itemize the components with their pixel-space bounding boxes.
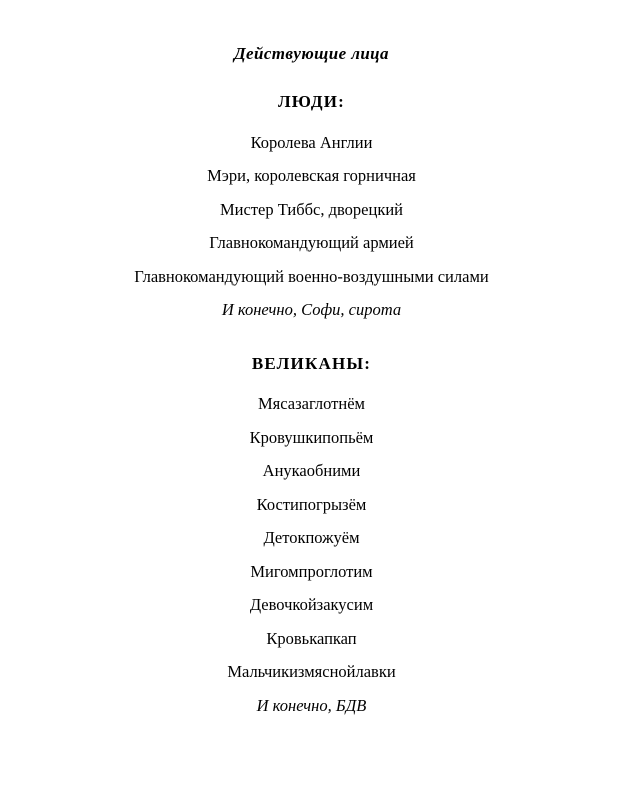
list-item: И конечно, Софи, сирота — [221, 300, 402, 320]
list-item: И конечно, БДВ — [256, 695, 367, 715]
list-item: Анукаобними — [262, 461, 361, 481]
list-item: Кровькапкап — [266, 628, 357, 648]
list-item: Главнокомандующий военно-воздушными силами — [134, 266, 489, 286]
cast-section-giants — [0, 354, 623, 714]
cast-section-humans — [0, 92, 623, 318]
list-item: Главнокомандующий армией — [209, 233, 414, 253]
section-title-giants: ВЕЛИКАНЫ: — [251, 353, 372, 373]
section-title-humans: ЛЮДИ: — [277, 92, 346, 112]
list-item: Кровушкипопьём — [249, 427, 374, 447]
section-divider-space — [0, 336, 623, 354]
list-item: Мигомпроглотим — [250, 561, 373, 581]
page-title: Действующие лица — [234, 44, 389, 63]
cast-list-giants — [0, 396, 623, 714]
list-item: Мистер Тиббс, дворецкий — [220, 199, 403, 219]
cast-list-humans — [0, 132, 623, 320]
list-item: Мясазаглотнём — [258, 394, 365, 414]
list-item: Детокпожуём — [263, 528, 360, 548]
list-item: Девочкойзакусим — [249, 595, 374, 615]
list-item: Костипогрызём — [256, 494, 367, 514]
list-item: Мэри, королевская горничная — [207, 166, 416, 186]
list-item: Мальчикизмяснойлавки — [227, 662, 396, 682]
list-item: Королева Англии — [250, 132, 373, 152]
